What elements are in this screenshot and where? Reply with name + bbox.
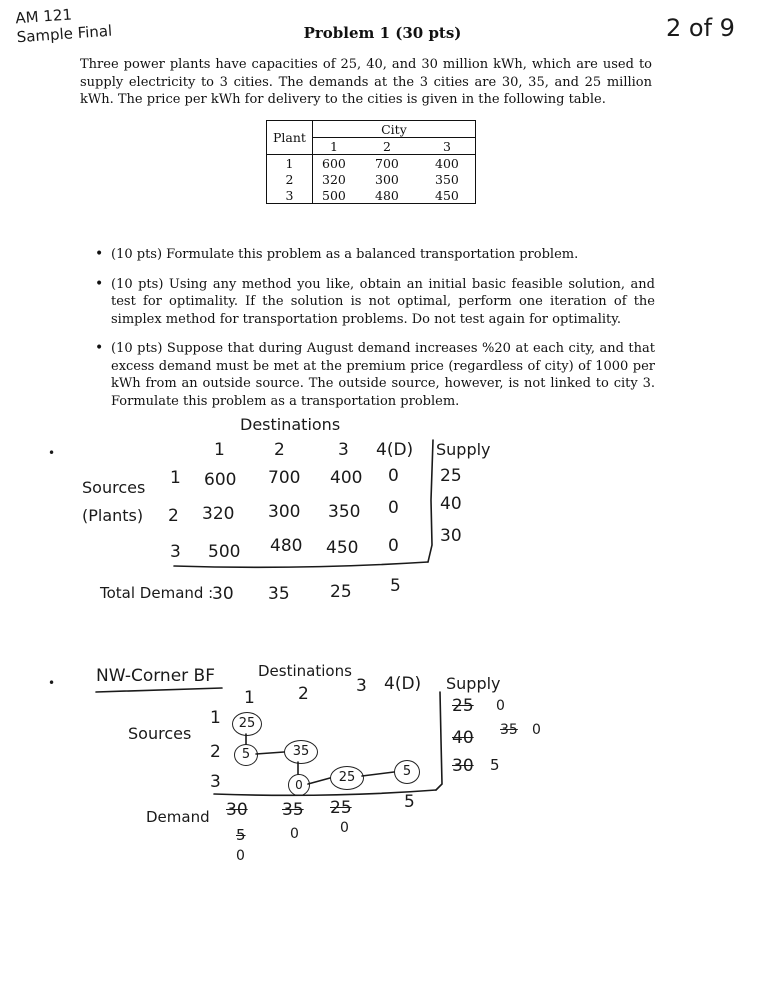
hw-cost: 0 [388,536,399,556]
nw-supply-divider [436,692,442,790]
hw-supply-label: Supply [436,440,491,459]
corner-note-line2: Sample Final [16,21,113,47]
cost-cell: 700 [375,155,399,171]
hw-cost: 0 [388,466,399,486]
hw-cost: 700 [268,468,301,488]
nw-dest-col: 4(D) [384,674,422,694]
hw-demand: 35 [268,584,290,604]
hw-cost: 300 [268,502,301,522]
cost-cell: 600 [322,155,346,171]
corner-note-line1: AM 121 [14,5,73,28]
problem-intro: Three power plants have capacities of 25, 40, and 30 million kWh, which are used to supply electricity to 3 cities. The demands at the 3 cities are 30, 35, and 25 million kWh. The price per kWh for delivery to the cities is given in the following table. [80,57,652,107]
nw-demand-old: 30 [226,800,248,820]
cost-cell: 350 [419,171,476,187]
question-item: • (10 pts) Suppose that during August demand increases %20 at each city, and that excess demand must be met at the premium price (regardless of city) of 1000 per kWh from an outside source. The outside source, however, is not linked to city 3. Formulate this problem as a transportation problem. [95,340,655,410]
dot-marker: • [48,446,56,460]
nw-dest-col: 3 [356,676,367,696]
nw-allocation: 25 [232,712,262,736]
nw-demand-new: 0 [290,826,299,842]
nw-destinations-label: Destinations [258,662,352,680]
plant-cell: 2 [267,171,313,187]
nw-allocation: 5 [234,744,258,766]
question-item: • (10 pts) Formulate this problem as a balanced transportation problem. [95,246,655,264]
nw-supply-old: 40 [452,728,474,748]
nw-row-label: 1 [210,708,221,728]
connector-line [308,778,330,784]
city-col-2: 2 [355,138,419,155]
page-number: 2 of 9 [666,14,735,42]
connector-line [256,752,284,754]
hw-cost: 450 [326,538,359,558]
hw-destinations-label: Destinations [240,415,341,434]
nw-demand-new: 5 [236,826,246,844]
cost-cell: 480 [355,187,419,204]
hw-sources-label: Sources [82,478,146,497]
nw-demand-last: 5 [404,792,415,812]
nw-bottom-line [214,790,436,795]
hw-supply: 30 [440,526,462,546]
hw-row-label: 3 [170,542,181,562]
hw-cost: 320 [202,504,235,524]
nw-supply-new: 0 [496,698,505,714]
nw-supply-new: 5 [490,756,500,774]
nw-allocation: 25 [330,766,364,790]
city-col-1: 1 [312,138,355,155]
hw-dest-col: 1 [214,440,225,460]
dot-marker: • [48,676,56,690]
nw-demand-old: 25 [330,798,352,818]
cost-cell: 500 [312,187,355,204]
nw-allocation: 35 [284,740,318,764]
hw-demand: 5 [390,576,401,596]
nw-dest-col: 1 [244,688,255,708]
cost-cell: 400 [419,155,476,172]
hw-cost: 350 [328,502,361,522]
nw-row-label: 3 [210,772,221,792]
hw-dest-col: 3 [338,440,349,460]
hw-cost: 500 [208,542,241,562]
nw-title: NW-Corner BF [96,666,215,686]
hw-demand: 30 [212,584,234,604]
hw-cost: 600 [204,470,237,490]
hw-row-label: 1 [170,468,181,488]
nw-supply-label: Supply [446,674,501,693]
nw-supply-old: 25 [452,696,474,716]
city-col-3: 3 [419,138,476,155]
hw-cost: 480 [270,536,303,556]
cost-cell: 450 [419,187,476,204]
nw-demand-new: 0 [340,820,349,836]
hw-plants-label: (Plants) [82,506,144,525]
hw-row-label: 2 [168,506,179,526]
hw-total-demand-label: Total Demand : [100,584,214,602]
hw-cost: 0 [388,498,399,518]
nw-dest-col: 2 [298,684,309,704]
supply-divider-line [428,440,433,562]
hw-dest-col: 4(D) [376,440,414,460]
table-bottom-line [174,562,428,567]
plant-cell: 1 [267,155,313,172]
connector-line [362,772,394,776]
plant-cell: 3 [267,187,313,204]
nw-title-underline [96,688,222,692]
nw-demand-label: Demand [146,808,210,826]
nw-demand-new: 0 [236,848,245,864]
hw-dest-col: 2 [274,440,285,460]
cost-cell: 320 [322,171,346,187]
nw-allocation: 5 [394,760,420,784]
nw-demand-old: 35 [282,800,304,820]
problem-title: Problem 1 (30 pts) [303,24,462,42]
cost-cell: 300 [375,171,399,187]
nw-supply-new: 35 [500,722,518,738]
nw-sources-label: Sources [128,724,192,743]
city-header: City [312,121,475,138]
nw-supply-old: 30 [452,756,474,776]
hw-cost: 400 [330,468,363,488]
hw-supply: 40 [440,494,462,514]
nw-allocation: 0 [288,774,310,796]
question-item: • (10 pts) Using any method you like, obtain an initial basic feasible solution, and test for optimality. If the solution is not optimal, perform one iteration of the simplex method for transportation problems. Do not test again for optimality. [95,276,655,329]
nw-row-label: 2 [210,742,221,762]
hw-supply: 25 [440,466,462,486]
hw-demand: 25 [330,582,352,602]
nw-supply-new: 0 [532,722,541,738]
plant-header: Plant [267,121,313,155]
